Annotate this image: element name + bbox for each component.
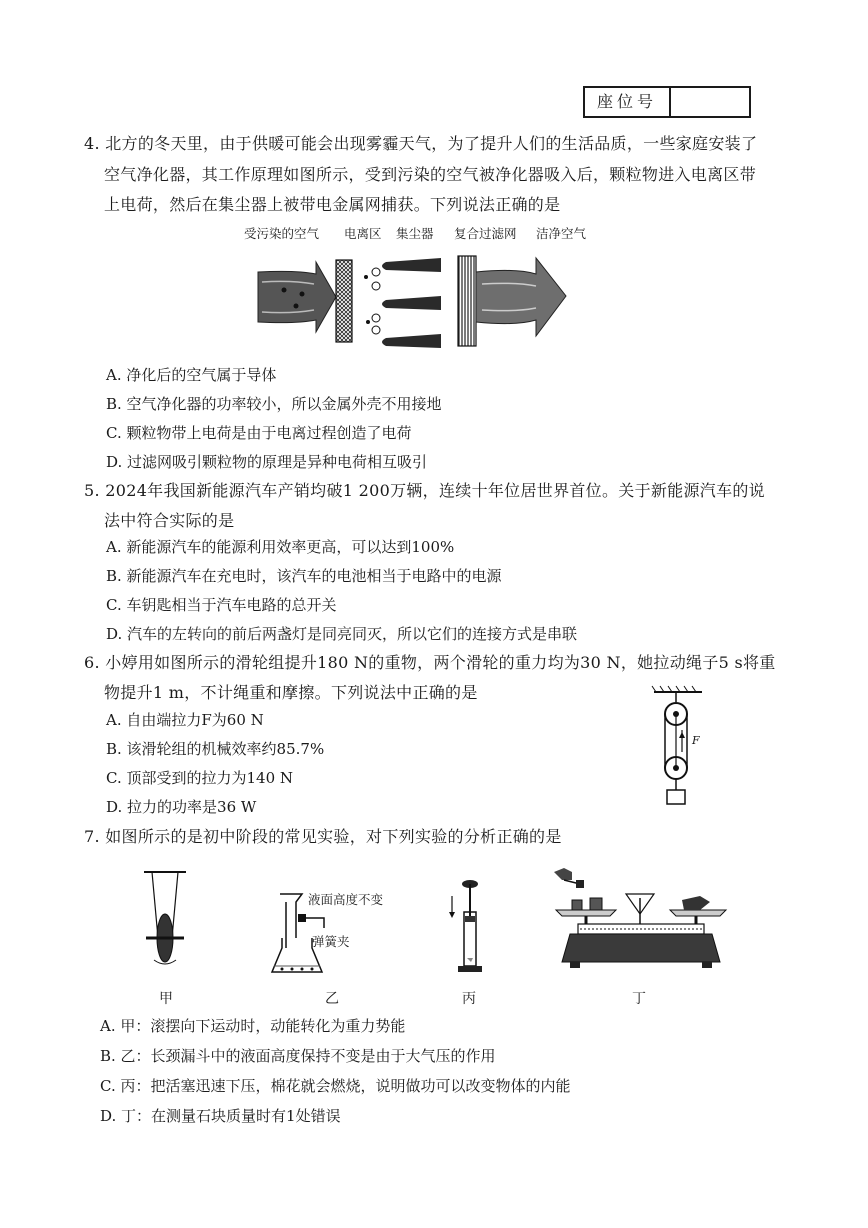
q7-option-d: D. 丁：在测量石块质量时有1处错误 (100, 1107, 341, 1125)
q5-line-1: 5. 2024年我国新能源汽车产销均破1 200万辆，连续十年位居世界首位。关于新能源汽车的说 (84, 481, 765, 500)
pulley-drawing (648, 682, 708, 812)
air-purifier-figure (236, 222, 636, 372)
q4-option-c: C. 颗粒物带上电荷是由于电离过程创造了电荷 (106, 424, 412, 442)
composite-filter (458, 256, 476, 346)
balance-scale-drawing (550, 858, 730, 976)
q7-line-1: 7. 如图所示的是初中阶段的常见实验，对下列实验的分析正确的是 (84, 827, 562, 846)
q6-line-1: 6. 小婷用如图所示的滑轮组提升180 N的重物，两个滑轮的重力均为30 N，她拉动绳子5 s将重 (84, 653, 776, 672)
flask-figure (268, 888, 408, 980)
q6-line-2: 物提升1 m，不计绳重和摩擦。下列说法中正确的是 (104, 683, 478, 702)
compression-cylinder-figure (446, 876, 486, 976)
collector-plate (382, 296, 441, 310)
filter-net-label: 复合过滤网 (454, 226, 517, 241)
q7-option-c: C. 丙：把活塞迅速下压，棉花就会燃烧，说明做功可以改变物体的内能 (100, 1077, 571, 1095)
balance-scale-figure (550, 858, 730, 976)
q5-line-2: 法中符合实际的是 (104, 511, 235, 530)
force-label: F (692, 734, 700, 747)
q5-option-b: B. 新能源汽车在充电时，该汽车的电池相当于电路中的电源 (106, 567, 502, 585)
q6-option-c: C. 顶部受到的拉力为140 N (106, 769, 294, 787)
q6-option-b: B. 该滑轮组的机械效率约85.7% (106, 740, 325, 758)
polluted-air-label: 受污染的空气 (244, 226, 320, 241)
seat-number-label: 座位号 (585, 88, 671, 116)
q6-option-a: A. 自由端拉力F为60 N (106, 711, 264, 729)
air-purifier-drawing (236, 222, 636, 372)
rolling-pendulum-drawing (140, 868, 190, 988)
collector-plate (382, 258, 441, 272)
seat-number-field[interactable] (671, 88, 749, 116)
q4-option-a: A. 净化后的空气属于导体 (106, 366, 277, 384)
liquid-level-label: 液面高度不变 (308, 892, 384, 907)
q5-option-d: D. 汽车的左转向的前后两盏灯是同亮同灭，所以它们的连接方式是串联 (106, 625, 578, 643)
compression-cylinder-drawing (446, 876, 486, 976)
q6-option-d: D. 拉力的功率是36 W (106, 798, 257, 816)
weight-block (667, 790, 685, 804)
ionization-zone-label: 电离区 (344, 226, 382, 241)
dust-collector-label: 集尘器 (396, 226, 434, 241)
q4-option-d: D. 过滤网吸引颗粒物的原理是异种电荷相互吸引 (106, 453, 428, 471)
spring-clip-label: 弹簧夹 (312, 934, 350, 949)
q7-option-a: A. 甲：滚摆向下运动时，动能转化为重力势能 (100, 1017, 406, 1035)
q5-option-c: C. 车钥匙相当于汽车电路的总开关 (106, 596, 337, 614)
ionization-grid (336, 260, 352, 342)
collector-plate (382, 334, 441, 348)
q7-option-b: B. 乙：长颈漏斗中的液面高度保持不变是由于大气压的作用 (100, 1047, 496, 1065)
pulley-figure (648, 682, 708, 812)
q4-line-1: 4. 北方的冬天里，由于供暖可能会出现雾霾天气，为了提升人们的生活品质，一些家庭安装了 (84, 134, 758, 153)
q5-option-a: A. 新能源汽车的能源利用效率更高，可以达到100% (106, 538, 455, 556)
rolling-pendulum-figure (140, 868, 190, 988)
q4-line-2: 空气净化器，其工作原理如图所示，受到污染的空气被净化器吸入后，颗粒物进入电离区带 (104, 165, 757, 184)
sub-label-jia: 甲 (159, 991, 173, 1007)
q4-line-3: 上电荷，然后在集尘器上被带电金属网捕获。下列说法正确的是 (104, 195, 561, 214)
seat-number-box (583, 86, 751, 118)
sub-label-ding: 丁 (632, 991, 646, 1007)
sub-label-yi: 乙 (325, 991, 339, 1007)
sub-label-bing: 丙 (462, 991, 476, 1007)
clean-air-label: 洁净空气 (536, 226, 587, 241)
q4-option-b: B. 空气净化器的功率较小，所以金属外壳不用接地 (106, 395, 442, 413)
